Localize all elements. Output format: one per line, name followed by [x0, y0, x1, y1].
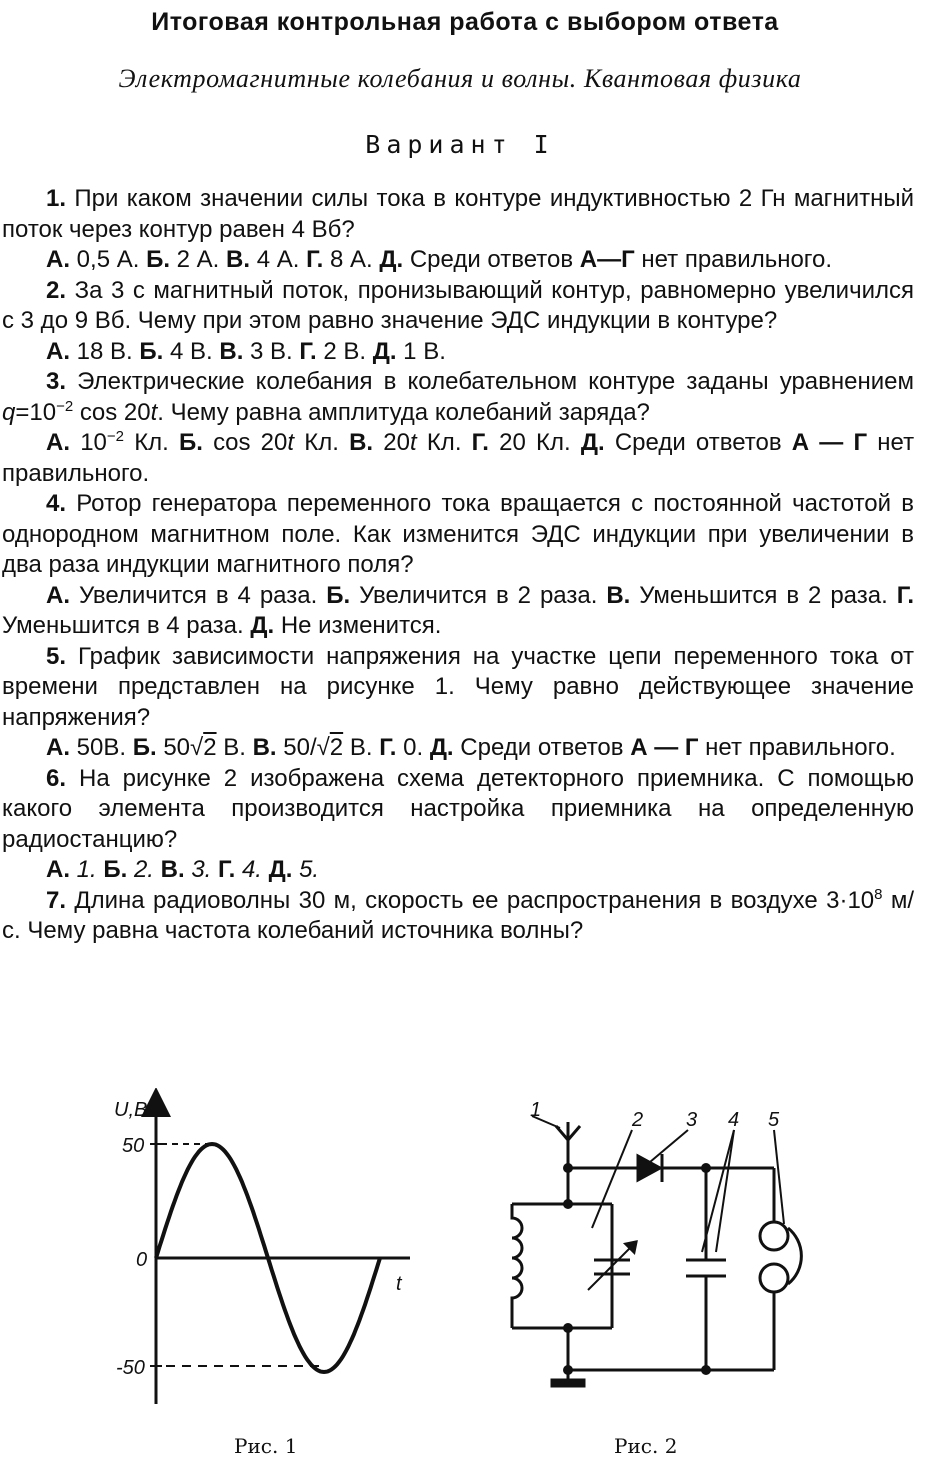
answers-2: А. 18 В. Б. 4 В. В. 3 В. Г. 2 В. Д. 1 В. — [46, 337, 446, 365]
junction-dot — [563, 1323, 573, 1333]
headphones-icon — [706, 1168, 801, 1370]
question-2: 2. За 3 с магнитный поток, пронизывающий контур, равномерно увеличился с 3 до 9 Вб. Чему при этом равно значение ЭДС индукции в контуре? — [2, 276, 914, 334]
x-axis-label: t — [396, 1273, 402, 1295]
figure-2-caption: Рис. 2 — [614, 1434, 678, 1458]
junction-dot — [701, 1365, 711, 1375]
question-4: 4. Ротор генератора переменного тока вращается с постоянной частотой в однородном магнитном поле. Как изменится ЭДС индукции при увеличении в два раза индукции магнитного поля? — [2, 490, 914, 578]
variant-heading: Вариант I — [365, 130, 555, 159]
junction-dot — [563, 1199, 573, 1209]
figures — [0, 1088, 930, 1466]
capacitor-icon — [686, 1168, 726, 1370]
diode-icon — [638, 1154, 662, 1182]
question-5: 5. График зависимости напряжения на участке цепи переменного тока от времени представлен на рисунке 1. Чему равно действующее значение напряжения? — [2, 642, 915, 731]
question-3: 3. Электрические колебания в колебательном контуре заданы уравнением $q=10^{-2}$ cos 20t. Чему равна амплитуда колебаний заряда? — [2, 368, 914, 426]
voltage-time-graph — [110, 1088, 430, 1408]
label-element-3: 3 — [686, 1109, 698, 1131]
answers-5: А. 50В. Б. 50√2 В. В. 50/√2 В. Г. 0. Д. Среди ответов А — Г нет правильного. — [46, 734, 896, 761]
question-6: 6. На рисунке 2 изображена схема детекторного приемника. С помощью какого элемента производится настройка приемника на определенную радиостанцию? — [2, 764, 915, 853]
ground-icon — [552, 1380, 584, 1386]
y-tick-label-0: 0 — [136, 1249, 148, 1271]
y-tick-label--50: -50 — [116, 1357, 145, 1379]
question-7: 7. Длина радиоволны 30 м, скорость ее распространения в воздухе $3\cdot 10^8$ м/с. Чему равна частота колебаний источника волны? — [2, 885, 915, 944]
page-subtitle: Электромагнитные колебания и волны. Квантовая физика — [118, 64, 802, 93]
answers-4: А. Увеличится в 4 раза. Б. Увеличится в 2 раза. В. Уменьшится в 2 раза. Г. Уменьшится в 4 раза. Д. Не изменится. — [2, 581, 914, 639]
figure-1-caption: Рис. 1 — [234, 1434, 298, 1458]
junction-dot — [701, 1163, 711, 1173]
answers-6: А. 1. Б. 2. В. 3. Г. 4. Д. 5. — [46, 856, 320, 883]
questions-body — [2, 184, 914, 947]
answers-3: А. $10^{-2}$ Кл. Б. cos 20t Кл. В. 20t Кл. Г. 20 Кл. Д. Среди ответов А — Г нет правильного. — [2, 428, 915, 487]
y-tick-label-50: 50 — [122, 1135, 145, 1157]
antenna-icon — [532, 1116, 580, 1168]
junction-dot — [563, 1163, 573, 1173]
label-element-4: 4 — [728, 1109, 740, 1131]
inductor-coil-icon — [512, 1204, 612, 1328]
page-title: Итоговая контрольная работа с выбором ответа — [151, 8, 779, 36]
question-1: 1. При каком значении силы тока в контуре индуктивностью 2 Гн магнитный поток через контур равен 4 Вб? — [2, 185, 915, 243]
answers-1: А. 0,5 А. Б. 2 А. В. 4 А. Г. 8 А. Д. Среди ответов А—Г нет правильного. — [46, 246, 833, 273]
y-axis-label: U,B — [114, 1099, 148, 1121]
label-element-1: 1 — [530, 1102, 542, 1121]
label-element-2: 2 — [632, 1109, 644, 1131]
junction-dot — [563, 1365, 573, 1375]
receiver-schematic — [490, 1102, 820, 1402]
label-element-5: 5 — [768, 1109, 780, 1131]
